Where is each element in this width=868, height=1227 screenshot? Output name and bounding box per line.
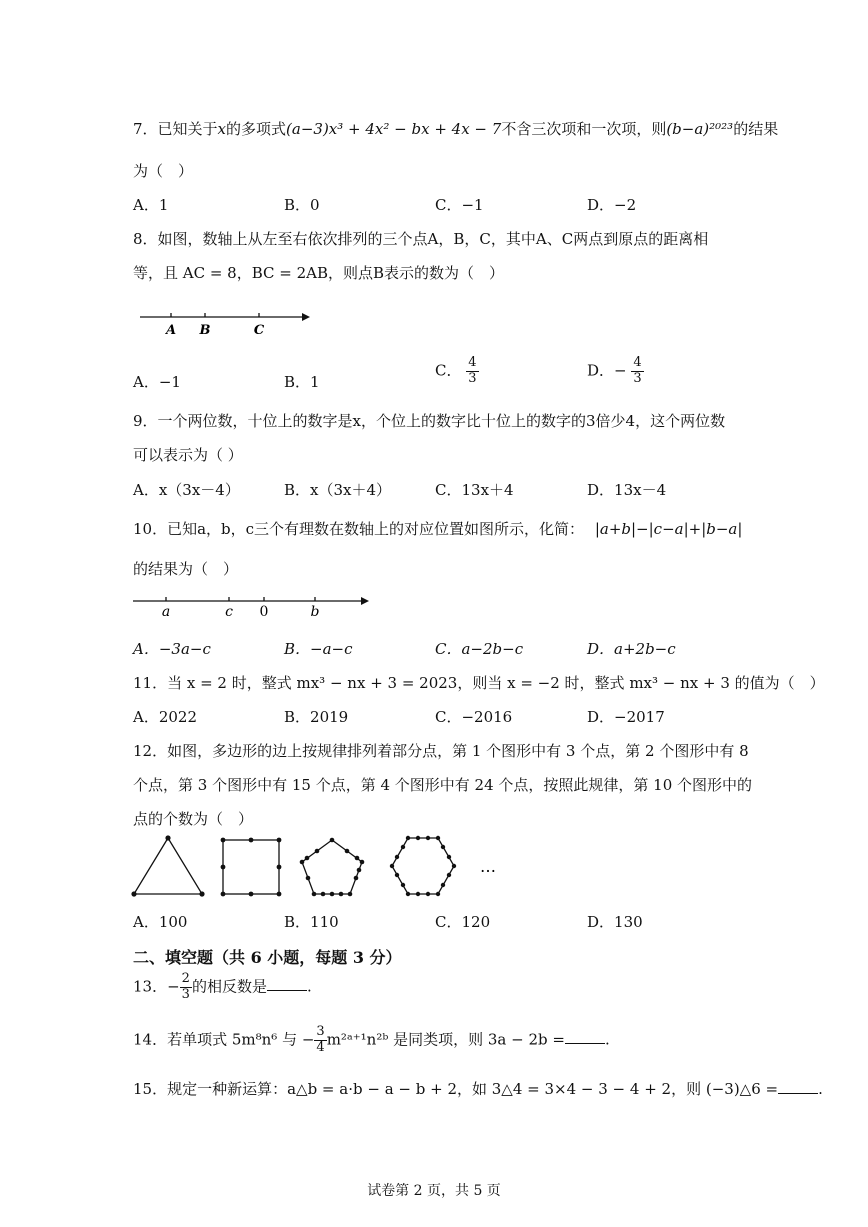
var-x: x — [217, 120, 227, 138]
q12-line2: 个点，第 3 个图形中有 15 个点，第 4 个图形中有 24 个点，按照此规律，第 10 个图形中的 — [133, 776, 753, 794]
q10-line2: 的结果为（ ） — [133, 560, 239, 578]
q14-line — [133, 1025, 610, 1056]
q8-option-c-fraction — [466, 356, 478, 387]
q9-line1: 9．一个两位数，十位上的数字是x，个位上的数字比十位上的数字的3倍少4，这个两位数 — [133, 412, 726, 430]
q11-option-d: D．−2017 — [587, 708, 665, 726]
frac-den: 3 — [468, 370, 477, 386]
q7-option-a: A．1 — [133, 196, 169, 214]
q8-line1: 8．如图，数轴上从左至右依次排列的三个点A，B，C，其中A、C两点到原点的距离相 — [133, 230, 709, 248]
q7-text-d: 的结果 — [733, 120, 779, 138]
q10-option-c: C．a−2b−c — [435, 640, 524, 658]
section2-title: 二、填空题（共 6 小题，每题 3 分） — [133, 948, 402, 967]
frac-num: 3 — [316, 1024, 325, 1039]
hexagon-figure — [390, 836, 456, 896]
q14-end: . — [604, 1030, 610, 1049]
frac-num: 4 — [633, 355, 642, 370]
q8-option-d-label: D．− — [587, 361, 627, 380]
q12-ellipsis: … — [480, 857, 496, 876]
q9-option-d: D．13x－4 — [587, 481, 667, 499]
q13-prefix: 13．− — [133, 977, 180, 996]
q9-option-a: A．x（3x－4） — [133, 481, 240, 499]
q14-fraction — [314, 1025, 326, 1056]
q15-line — [133, 1078, 823, 1099]
q14-text-a: 14．若单项式 5m⁸n⁶ 与 − — [133, 1030, 315, 1049]
q11-option-a: A．2022 — [133, 708, 198, 726]
page-footer: 试卷第 2 页，共 5 页 — [367, 1183, 501, 1199]
q10-text: 10．已知a，b，c三个有理数在数轴上的对应位置如图所示，化简： — [133, 520, 585, 538]
q7-text-b: 的多项式 — [226, 120, 287, 138]
q10-option-b: B．−a−c — [284, 640, 353, 658]
q10-option-a: A．−3a−c — [133, 640, 211, 658]
q13-fraction — [180, 972, 192, 1003]
q7-option-d: D．−2 — [587, 196, 637, 214]
q8-option-b: B．1 — [284, 373, 320, 391]
triangle-figure — [131, 835, 204, 896]
q7-line2: 为（ ） — [133, 162, 194, 180]
q12-line1: 12．如图，多边形的边上按规律排列着部分点，第 1 个图形中有 3 个点，第 2 个图形中有 8 — [133, 742, 749, 760]
q8-option-d — [587, 356, 644, 387]
q10-label-b: b — [310, 604, 320, 620]
q8-label-b: B — [199, 323, 211, 338]
q9-line2: 可以表示为（ ） — [133, 446, 243, 464]
q13-answer-blank[interactable] — [267, 990, 307, 991]
frac-num: 4 — [468, 355, 477, 370]
q11-option-b: B．2019 — [284, 708, 349, 726]
q11-line1: 11．当 x = 2 时，整式 mx³ − nx + 3 = 2023，则当 x = −2 时，整式 mx³ − nx + 3 的值为（ ） — [133, 674, 825, 692]
q8-option-c — [435, 356, 479, 387]
frac-den: 3 — [181, 986, 190, 1002]
q11-option-c: C．−2016 — [435, 708, 513, 726]
q10-label-c: c — [225, 604, 233, 620]
q14-text-b: m²ᵃ⁺¹n²ᵇ 是同类项，则 3a − 2b = — [326, 1030, 565, 1049]
q15-end: . — [818, 1080, 823, 1098]
q12-line3: 点的个数为（ ） — [133, 810, 254, 828]
q12-figures — [128, 834, 528, 900]
q12-option-c: C．120 — [435, 913, 491, 931]
q10-option-d: D．a+2b−c — [587, 640, 676, 658]
q15-answer-blank[interactable] — [778, 1093, 818, 1094]
q8-option-d-fraction — [631, 356, 643, 387]
q8-line2: 等，且 AC = 8，BC = 2AB，则点B表示的数为（ ） — [133, 264, 505, 282]
q13-line — [133, 972, 312, 1003]
q14-answer-blank[interactable] — [565, 1043, 605, 1044]
q12-option-a: A．100 — [133, 913, 188, 931]
q13-suffix: 的相反数是 — [191, 977, 267, 996]
q9-option-c: C．13x＋4 — [435, 481, 514, 499]
q7-line1 — [133, 118, 778, 139]
q10-label-zero: 0 — [259, 604, 269, 620]
frac-den: 4 — [316, 1039, 325, 1055]
q9-option-b: B．x（3x＋4） — [284, 481, 392, 499]
q8-label-a: A — [165, 323, 177, 338]
square-figure — [221, 838, 282, 897]
q13-end: . — [306, 977, 312, 996]
q7-text-a: 7．已知关于 — [133, 120, 218, 138]
q8-number-line — [140, 308, 315, 338]
q10-line1 — [133, 518, 742, 539]
q7-expression: (b−a)²⁰²³ — [666, 120, 734, 138]
pentagon-figure — [300, 838, 365, 897]
q7-text-c: 不含三次项和一次项，则 — [501, 120, 667, 138]
frac-num: 2 — [181, 971, 190, 986]
q7-option-b: B．0 — [284, 196, 320, 214]
q8-option-c-label: C． — [435, 361, 462, 380]
q12-option-b: B．110 — [284, 913, 339, 931]
q7-polynomial: (a−3)x³ + 4x² − bx + 4x − 7 — [286, 120, 502, 138]
q10-expression: |a+b|−|c−a|+|b−a| — [594, 520, 743, 538]
q7-option-c: C．−1 — [435, 196, 484, 214]
q8-option-a: A．−1 — [133, 373, 181, 391]
q10-number-line — [133, 594, 378, 624]
q10-label-a: a — [161, 604, 171, 620]
q15-text: 15．规定一种新运算：a△b = a·b − a − b + 2，如 3△4 = 3×4 − 3 − 4 + 2，则 (−3)△6 = — [133, 1080, 779, 1098]
q8-label-c: C — [253, 323, 265, 338]
frac-den: 3 — [633, 370, 642, 386]
q12-option-d: D．130 — [587, 913, 643, 931]
